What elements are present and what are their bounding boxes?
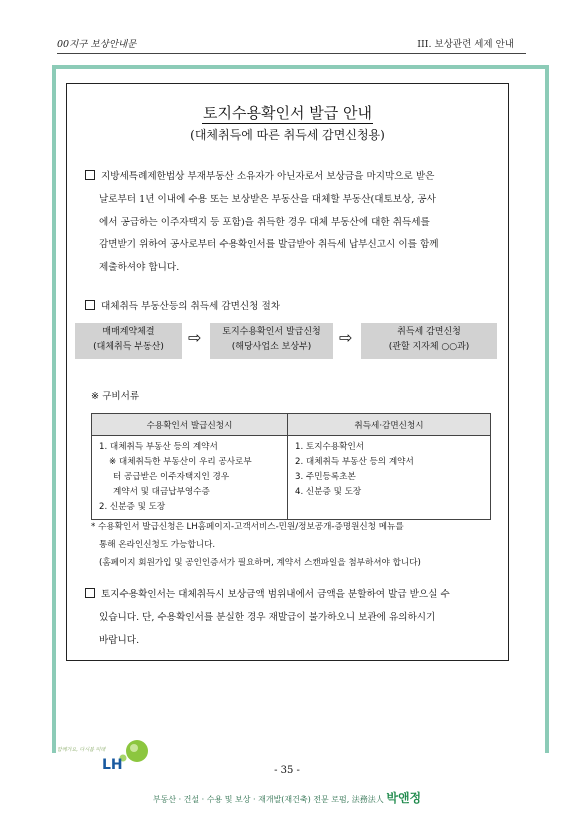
checkbox-bullet-icon <box>85 170 95 180</box>
header-divider <box>57 53 526 54</box>
table-header: 취득세·감면신청시 <box>288 414 491 436</box>
footer-brand: 박앤정 <box>386 791 422 805</box>
footer <box>0 789 574 806</box>
flow-step-contract: 매매계약체결 (대체취득 부동산) <box>75 323 182 359</box>
document-box <box>66 83 509 661</box>
header-left: 00지구 보상안내문 <box>57 39 137 50</box>
logo-text: LH <box>102 757 123 773</box>
footer-text: 부동산 · 건설 · 수용 및 보상 · 재개발(재건축) 전문 로펌, 法務法人 <box>152 795 384 804</box>
procedure-section-title: 대체취득 부동산등의 취득세 감면신청 절차 <box>85 298 280 312</box>
paragraph-reissue-warning: 토지수용확인서는 대체취득시 보상금액 범위내에서 금액을 분할하여 발급 받으실 수 있습니다. 단, 수용확인서를 분실한 경우 재발급이 불가하오니 보관에 유의하시기 바랍니다. <box>85 584 494 652</box>
flow-step-tax-reduction: 취득세 감면신청 (관할 지자체 ○○과) <box>361 323 497 359</box>
flow-arrow-icon: ⇨ <box>339 328 353 347</box>
header-right: III. 보상관련 세제 안내 <box>417 39 514 50</box>
checkbox-bullet-icon <box>85 300 95 310</box>
logo-slogan: 함께가요, 다시봄 미래 <box>57 747 106 753</box>
required-documents-title: ※ 구비서류 <box>91 391 140 402</box>
flow-arrow-icon: ⇨ <box>188 328 202 347</box>
paragraph-eligibility: 지방세특례제한법상 부재부동산 소유자가 아닌자로서 보상금을 마지막으로 받은 날로부터 1년 이내에 수용 또는 보상받은 부동산을 대체할 부동산(대토보상, 공사 에서 공급하는 이주자택지 등 포함)을 취득한 경우 대체 부동산에 대한 취득세를 감면받기 위하여 공사로부터 수용확인서를 발급받아 취득세 납부신고시 이를 함께 제출하셔야 합니다. <box>85 166 494 280</box>
table-cell-tax-docs: 1. 토지수용확인서 2. 대체취득 부동산 등의 계약서 3. 주민등록초본 4. 신분증 및 도장 <box>288 436 491 520</box>
document-title: 토지수용확인서 발급 안내 <box>203 104 372 122</box>
table-header: 수용확인서 발급신청시 <box>92 414 288 436</box>
required-documents-table <box>91 413 491 520</box>
page-number: - 35 - <box>274 765 300 776</box>
table-cell-certificate-docs: 1. 대체취득 부동산 등의 계약서 ※ 대체취득한 부동산이 우리 공사로부 터 공급받은 이주자택지인 경우 계약서 및 대금납부영수증 2. 신분증 및 도장 <box>92 436 288 520</box>
checkbox-bullet-icon <box>85 588 95 598</box>
flow-step-certificate: 토지수용확인서 발급신청 (해당사업소 보상부) <box>210 323 333 359</box>
document-subtitle: (대체취득에 따른 취득세 감면신청용) <box>190 128 385 142</box>
online-application-note: * 수용확인서 발급신청은 LH홈페이지-고객서비스-민원/정보공개-증명원신청 메뉴를 통해 온라인신청도 가능합니다. (홈페이지 회원가입 및 공인인증서가 필요하며, 계약서 스캔파일을 첨부하셔야 합니다) <box>91 522 421 568</box>
